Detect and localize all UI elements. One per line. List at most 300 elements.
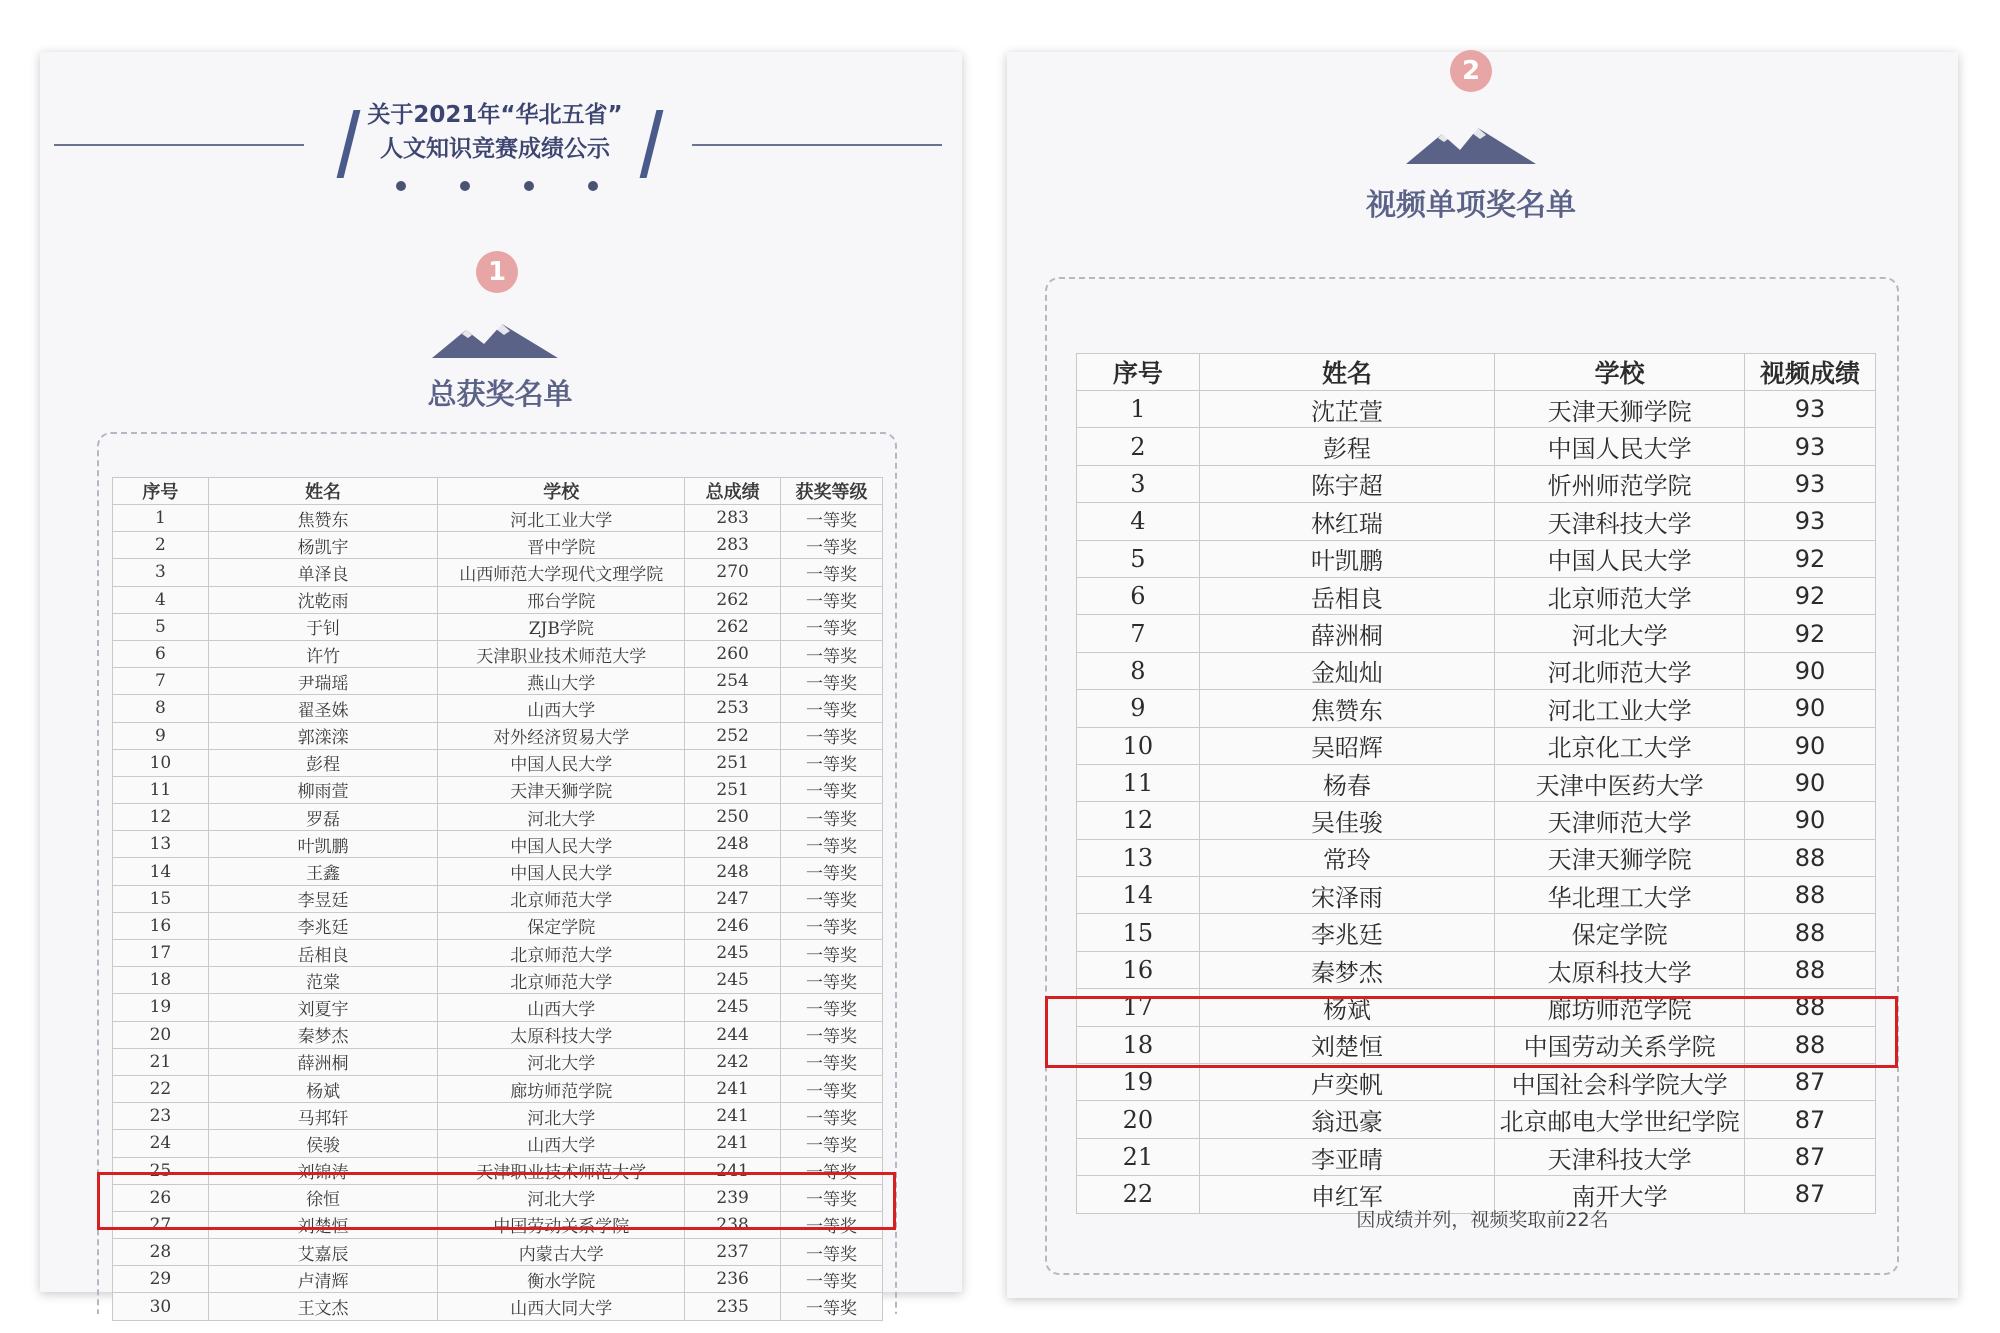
table-cell: 22: [1077, 1176, 1200, 1213]
table-cell: 253: [685, 695, 781, 722]
table-cell: 一等奖: [781, 1184, 883, 1211]
table-cell: 河北工业大学: [438, 505, 685, 532]
table-cell: 92: [1745, 577, 1876, 614]
table-cell: 彭程: [208, 749, 437, 776]
table-cell: 92: [1745, 540, 1876, 577]
table-cell: 山西大学: [438, 994, 685, 1021]
table-cell: 262: [685, 613, 781, 640]
table-cell: 中国人民大学: [438, 831, 685, 858]
table-cell: 河北大学: [438, 1048, 685, 1075]
table-cell: 李亚晴: [1199, 1138, 1494, 1175]
table-cell: 251: [685, 776, 781, 803]
table-cell: 一等奖: [781, 1103, 883, 1130]
table-cell: 吴佳骏: [1199, 802, 1494, 839]
column-header: 总成绩: [685, 478, 781, 505]
table-cell: 一等奖: [781, 722, 883, 749]
table-row: [113, 505, 883, 532]
table-cell: 中国社会科学院大学: [1495, 1064, 1745, 1101]
table-cell: 一等奖: [781, 831, 883, 858]
table-cell: 河北大学: [438, 804, 685, 831]
table-cell: 常玲: [1199, 839, 1494, 876]
table-cell: 8: [113, 695, 209, 722]
table-cell: 廊坊师范学院: [1495, 989, 1745, 1026]
table-cell: 7: [1077, 615, 1200, 652]
table-cell: 90: [1745, 802, 1876, 839]
table-cell: 29: [113, 1266, 209, 1293]
table-cell: 岳相良: [208, 940, 437, 967]
section-number-badge: 1: [476, 251, 518, 293]
table-cell: 14: [113, 858, 209, 885]
column-header: 获奖等级: [781, 478, 883, 505]
table-cell: 11: [1077, 764, 1200, 801]
table-cell: 内蒙古大学: [438, 1239, 685, 1266]
table-row: [1077, 951, 1876, 988]
table-cell: 15: [1077, 914, 1200, 951]
table-cell: 2: [113, 532, 209, 559]
table-cell: 侯骏: [208, 1130, 437, 1157]
table-cell: 12: [113, 804, 209, 831]
table-cell: 244: [685, 1021, 781, 1048]
table-cell: 金灿灿: [1199, 652, 1494, 689]
table-cell: 一等奖: [781, 1130, 883, 1157]
column-header: 序号: [1077, 354, 1200, 391]
table-cell: 25: [113, 1157, 209, 1184]
table-cell: 12: [1077, 802, 1200, 839]
table-cell: 徐恒: [208, 1184, 437, 1211]
table-cell: 21: [113, 1048, 209, 1075]
table-cell: 中国人民大学: [1495, 540, 1745, 577]
table-cell: 241: [685, 1075, 781, 1102]
column-header: 学校: [438, 478, 685, 505]
table-cell: 262: [685, 586, 781, 613]
table-cell: 天津师范大学: [1495, 802, 1745, 839]
table-row: [1077, 615, 1876, 652]
table-cell: 18: [113, 967, 209, 994]
table-cell: 254: [685, 668, 781, 695]
highlight-box-overall: [97, 1172, 896, 1230]
table-cell: 北京邮电大学世纪学院: [1495, 1101, 1745, 1138]
table-cell: 一等奖: [781, 1048, 883, 1075]
table-cell: 30: [113, 1293, 209, 1320]
table-cell: 华北理工大学: [1495, 877, 1745, 914]
table-cell: 8: [1077, 652, 1200, 689]
highlight-box-video: [1045, 996, 1898, 1068]
table-cell: 88: [1745, 1026, 1876, 1063]
table-cell: 天津职业技术师范大学: [438, 640, 685, 667]
table-cell: 28: [113, 1239, 209, 1266]
table-row: [113, 1293, 883, 1320]
table-cell: 山西大学: [438, 1130, 685, 1157]
table-cell: 叶凯鹏: [208, 831, 437, 858]
table-cell: 河北工业大学: [1495, 690, 1745, 727]
table-cell: 天津职业技术师范大学: [438, 1157, 685, 1184]
table-row: [113, 749, 883, 776]
table-cell: 一等奖: [781, 695, 883, 722]
table-row: [113, 776, 883, 803]
table-row: [1077, 1101, 1876, 1138]
table-cell: 245: [685, 967, 781, 994]
table-cell: 艾嘉辰: [208, 1239, 437, 1266]
table-row: [1077, 914, 1876, 951]
table-cell: 260: [685, 640, 781, 667]
table-header-row: [113, 478, 883, 505]
table-cell: 17: [1077, 989, 1200, 1026]
table-cell: 90: [1745, 652, 1876, 689]
header-dot: [588, 181, 598, 191]
table-row: [113, 940, 883, 967]
table-cell: 90: [1745, 764, 1876, 801]
table-cell: 中国人民大学: [1495, 428, 1745, 465]
table-cell: 一等奖: [781, 940, 883, 967]
table-cell: 241: [685, 1103, 781, 1130]
table-cell: 邢台学院: [438, 586, 685, 613]
table-row: [1077, 764, 1876, 801]
table-row: [113, 1239, 883, 1266]
table-cell: 93: [1745, 503, 1876, 540]
table-cell: 晋中学院: [438, 532, 685, 559]
table-cell: 北京师范大学: [438, 940, 685, 967]
table-row: [113, 559, 883, 586]
table-cell: 6: [113, 640, 209, 667]
table-cell: 19: [113, 994, 209, 1021]
table-cell: 一等奖: [781, 1211, 883, 1238]
table-cell: 彭程: [1199, 428, 1494, 465]
table-cell: 陈宇超: [1199, 465, 1494, 502]
section-title-video: 视频单项奖名单: [1366, 188, 1576, 223]
table-cell: 88: [1745, 839, 1876, 876]
table-cell: 郭滦滦: [208, 722, 437, 749]
table-cell: 中国人民大学: [438, 858, 685, 885]
table-cell: 北京化工大学: [1495, 727, 1745, 764]
table-cell: 单泽良: [208, 559, 437, 586]
table-row: [113, 885, 883, 912]
table-row: [1077, 1138, 1876, 1175]
table-cell: 一等奖: [781, 994, 883, 1021]
table-cell: 237: [685, 1239, 781, 1266]
table-row: [1077, 503, 1876, 540]
table-cell: 一等奖: [781, 668, 883, 695]
table-cell: 9: [113, 722, 209, 749]
table-row: [113, 804, 883, 831]
table-cell: 88: [1745, 989, 1876, 1026]
table-cell: 23: [113, 1103, 209, 1130]
header-rule-left: [54, 144, 304, 146]
table-cell: 薛洲桐: [208, 1048, 437, 1075]
table-cell: 17: [113, 940, 209, 967]
table-cell: 一等奖: [781, 586, 883, 613]
table-cell: 刘楚恒: [1199, 1026, 1494, 1063]
document-title-line1: 关于2021年“华北五省”: [367, 102, 623, 128]
table-cell: 87: [1745, 1176, 1876, 1213]
table-cell: 4: [113, 586, 209, 613]
header-dot: [460, 181, 470, 191]
table-cell: 3: [1077, 465, 1200, 502]
header-dot: [524, 181, 534, 191]
section-number-badge: 2: [1450, 50, 1492, 92]
table-cell: 10: [1077, 727, 1200, 764]
table-cell: 93: [1745, 428, 1876, 465]
table-cell: 马邦轩: [208, 1103, 437, 1130]
table-cell: 241: [685, 1130, 781, 1157]
table-row: [1077, 428, 1876, 465]
table-cell: 王鑫: [208, 858, 437, 885]
table-cell: 一等奖: [781, 640, 883, 667]
table-cell: 一等奖: [781, 559, 883, 586]
table-cell: 93: [1745, 391, 1876, 428]
table-cell: 10: [113, 749, 209, 776]
table-cell: 16: [113, 912, 209, 939]
table-row: [113, 668, 883, 695]
table-header-row: [1077, 354, 1876, 391]
table-cell: 李兆廷: [208, 912, 437, 939]
table-cell: 一等奖: [781, 858, 883, 885]
table-cell: 18: [1077, 1026, 1200, 1063]
document-title: [345, 98, 645, 166]
table-cell: 河北大学: [438, 1184, 685, 1211]
table-cell: 14: [1077, 877, 1200, 914]
table-row: [113, 831, 883, 858]
table-cell: 南开大学: [1495, 1176, 1745, 1213]
table-cell: 山西大同大学: [438, 1293, 685, 1320]
table-cell: 一等奖: [781, 1293, 883, 1320]
table-cell: 一等奖: [781, 1157, 883, 1184]
table-cell: 24: [113, 1130, 209, 1157]
table-cell: 27: [113, 1211, 209, 1238]
table-cell: 一等奖: [781, 749, 883, 776]
table-cell: 242: [685, 1048, 781, 1075]
table-row: [1077, 727, 1876, 764]
table-cell: 一等奖: [781, 967, 883, 994]
table-cell: 沈乾雨: [208, 586, 437, 613]
table-cell: 中国劳动关系学院: [1495, 1026, 1745, 1063]
table-cell: 241: [685, 1157, 781, 1184]
table-cell: 山西师范大学现代文理学院: [438, 559, 685, 586]
table-cell: 许竹: [208, 640, 437, 667]
table-cell: 杨斌: [1199, 989, 1494, 1026]
table-row: [113, 912, 883, 939]
table-cell: 天津中医药大学: [1495, 764, 1745, 801]
table-cell: 251: [685, 749, 781, 776]
table-cell: 一等奖: [781, 532, 883, 559]
table-cell: 21: [1077, 1138, 1200, 1175]
table-cell: 20: [1077, 1101, 1200, 1138]
column-header: 学校: [1495, 354, 1745, 391]
table-cell: 90: [1745, 727, 1876, 764]
table-cell: 87: [1745, 1101, 1876, 1138]
table-cell: 5: [113, 613, 209, 640]
table-row: [113, 613, 883, 640]
table-cell: 9: [1077, 690, 1200, 727]
table-cell: 燕山大学: [438, 668, 685, 695]
table-cell: 天津科技大学: [1495, 1138, 1745, 1175]
table-cell: 柳雨萱: [208, 776, 437, 803]
table-cell: 13: [1077, 839, 1200, 876]
table-row: [1077, 839, 1876, 876]
column-header: 序号: [113, 478, 209, 505]
table-cell: 天津天狮学院: [1495, 391, 1745, 428]
table-row: [113, 1075, 883, 1102]
table-cell: 19: [1077, 1064, 1200, 1101]
table-cell: 衡水学院: [438, 1266, 685, 1293]
footnote: 因成绩并列，视频奖取前22名: [1356, 1209, 1609, 1231]
table-cell: 6: [1077, 577, 1200, 614]
table-cell: 16: [1077, 951, 1200, 988]
table-row: [113, 1103, 883, 1130]
table-cell: 11: [113, 776, 209, 803]
mountain-icon: [432, 318, 558, 360]
table-cell: 于钊: [208, 613, 437, 640]
table-cell: 罗磊: [208, 804, 437, 831]
table-row: [1077, 465, 1876, 502]
table-cell: 283: [685, 505, 781, 532]
table-cell: 宋泽雨: [1199, 877, 1494, 914]
table-cell: 尹瑞瑶: [208, 668, 437, 695]
table-cell: 焦赞东: [208, 505, 437, 532]
column-header: 视频成绩: [1745, 354, 1876, 391]
table-cell: 李兆廷: [1199, 914, 1494, 951]
table-cell: 河北大学: [438, 1103, 685, 1130]
table-cell: 沈芷萱: [1199, 391, 1494, 428]
table-cell: 廊坊师范学院: [438, 1075, 685, 1102]
table-cell: 申红军: [1199, 1176, 1494, 1213]
section-title-overall: 总获奖名单: [427, 377, 573, 411]
table-row: [113, 858, 883, 885]
table-cell: 87: [1745, 1138, 1876, 1175]
table-cell: 刘楚恒: [208, 1211, 437, 1238]
table-cell: 4: [1077, 503, 1200, 540]
table-cell: 283: [685, 532, 781, 559]
table-row: [113, 1021, 883, 1048]
table-cell: 山西大学: [438, 695, 685, 722]
table-cell: ZJB学院: [438, 613, 685, 640]
table-cell: 杨春: [1199, 764, 1494, 801]
table-cell: 一等奖: [781, 804, 883, 831]
table-cell: 刘夏宇: [208, 994, 437, 1021]
column-header: 姓名: [1199, 354, 1494, 391]
table-row: [113, 586, 883, 613]
table-cell: 246: [685, 912, 781, 939]
table-cell: 中国劳动关系学院: [438, 1211, 685, 1238]
table-cell: 1: [1077, 391, 1200, 428]
table-cell: 王文杰: [208, 1293, 437, 1320]
table-cell: 87: [1745, 1064, 1876, 1101]
table-cell: 叶凯鹏: [1199, 540, 1494, 577]
table-cell: 一等奖: [781, 613, 883, 640]
table-cell: 236: [685, 1266, 781, 1293]
table-cell: 一等奖: [781, 912, 883, 939]
table-cell: 一等奖: [781, 505, 883, 532]
table-cell: 248: [685, 858, 781, 885]
table-row: [1077, 577, 1876, 614]
table-row: [113, 1130, 883, 1157]
table-cell: 翟圣姝: [208, 695, 437, 722]
table-cell: 252: [685, 722, 781, 749]
table-cell: 忻州师范学院: [1495, 465, 1745, 502]
table-row: [1077, 391, 1876, 428]
table-row: [1077, 802, 1876, 839]
table-cell: 一等奖: [781, 1075, 883, 1102]
table-cell: 248: [685, 831, 781, 858]
table-cell: 22: [113, 1075, 209, 1102]
table-cell: 88: [1745, 914, 1876, 951]
table-cell: 北京师范大学: [438, 967, 685, 994]
table-cell: 天津天狮学院: [1495, 839, 1745, 876]
table-cell: 保定学院: [1495, 914, 1745, 951]
table-row: [1077, 877, 1876, 914]
table-cell: 太原科技大学: [1495, 951, 1745, 988]
table-cell: 焦赞东: [1199, 690, 1494, 727]
table-cell: 245: [685, 940, 781, 967]
table-cell: 92: [1745, 615, 1876, 652]
table-cell: 对外经济贸易大学: [438, 722, 685, 749]
header-dot: [396, 181, 406, 191]
table-cell: 一等奖: [781, 776, 883, 803]
table-cell: 2: [1077, 428, 1200, 465]
table-row: [1077, 1064, 1876, 1101]
table-cell: 238: [685, 1211, 781, 1238]
table-cell: 88: [1745, 877, 1876, 914]
table-row: [1077, 690, 1876, 727]
video-awards-table: [1076, 353, 1876, 1214]
table-cell: 一等奖: [781, 1239, 883, 1266]
table-cell: 90: [1745, 690, 1876, 727]
table-row: [113, 695, 883, 722]
table-cell: 270: [685, 559, 781, 586]
table-cell: 河北师范大学: [1495, 652, 1745, 689]
table-row: [113, 967, 883, 994]
table-row: [113, 1048, 883, 1075]
table-cell: 林红瑞: [1199, 503, 1494, 540]
table-cell: 卢清辉: [208, 1266, 437, 1293]
table-row: [113, 1266, 883, 1293]
table-cell: 一等奖: [781, 885, 883, 912]
table-cell: 一等奖: [781, 1266, 883, 1293]
table-cell: 235: [685, 1293, 781, 1320]
table-cell: 保定学院: [438, 912, 685, 939]
table-cell: 93: [1745, 465, 1876, 502]
table-cell: 247: [685, 885, 781, 912]
table-row: [1077, 652, 1876, 689]
table-cell: 3: [113, 559, 209, 586]
table-cell: 薛洲桐: [1199, 615, 1494, 652]
table-cell: 范棠: [208, 967, 437, 994]
table-cell: 15: [113, 885, 209, 912]
table-cell: 翁迅豪: [1199, 1101, 1494, 1138]
document-title-line2: 人文知识竞赛成绩公示: [380, 136, 610, 162]
mountain-icon: [1406, 122, 1536, 166]
table-cell: 卢奕帆: [1199, 1064, 1494, 1101]
table-cell: 天津天狮学院: [438, 776, 685, 803]
table-cell: 河北大学: [1495, 615, 1745, 652]
table-cell: 239: [685, 1184, 781, 1211]
table-cell: 杨凯宇: [208, 532, 437, 559]
table-cell: 秦梦杰: [1199, 951, 1494, 988]
column-header: 姓名: [208, 478, 437, 505]
table-cell: 吴昭辉: [1199, 727, 1494, 764]
table-cell: 刘锦涛: [208, 1157, 437, 1184]
table-cell: 杨斌: [208, 1075, 437, 1102]
table-row: [1077, 540, 1876, 577]
table-cell: 中国人民大学: [438, 749, 685, 776]
table-cell: 李昱廷: [208, 885, 437, 912]
table-cell: 88: [1745, 951, 1876, 988]
table-cell: 5: [1077, 540, 1200, 577]
table-cell: 26: [113, 1184, 209, 1211]
table-cell: 1: [113, 505, 209, 532]
table-cell: 太原科技大学: [438, 1021, 685, 1048]
table-cell: 245: [685, 994, 781, 1021]
table-row: [113, 640, 883, 667]
